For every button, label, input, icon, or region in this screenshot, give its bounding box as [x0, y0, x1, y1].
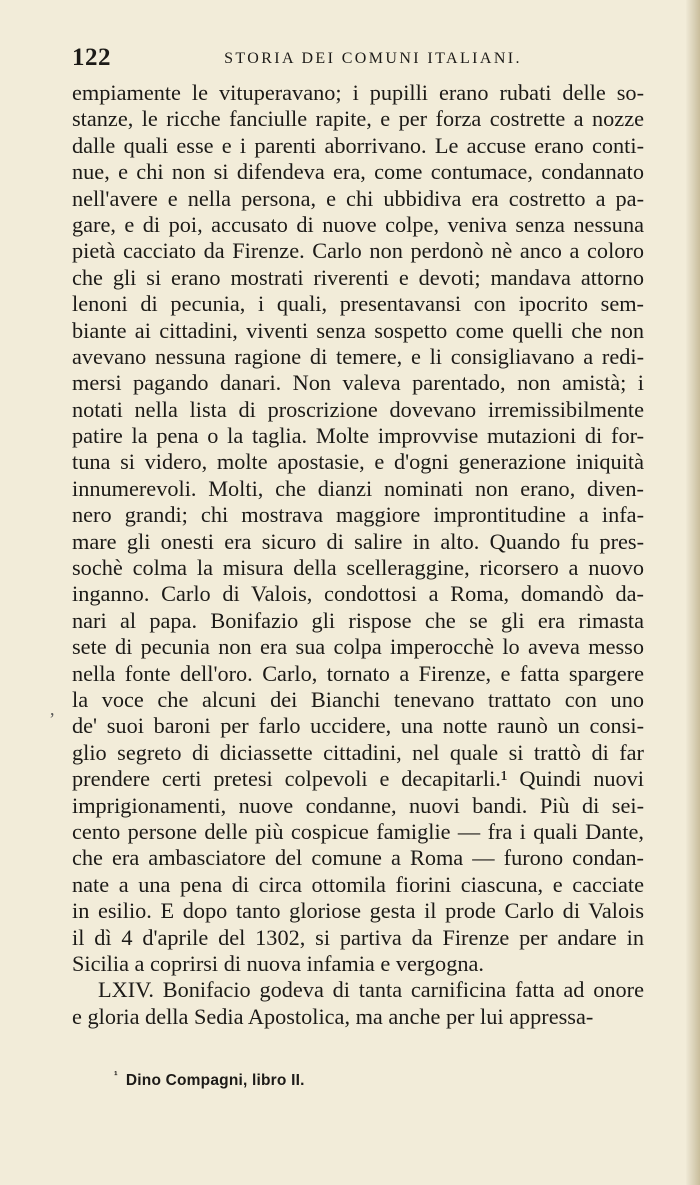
footnote-text: Dino Compagni, libro II.	[125, 1072, 305, 1090]
text-line: empiamente le vituperavano; i pupilli erano rubati delle so-	[72, 80, 644, 105]
text-line: imprigionamenti, nuove condanne, nuovi bandi. Più di sei-	[72, 792, 644, 818]
text-line: LXIV. Bonifacio godeva di tanta carnificina fatta ad onore	[98, 977, 644, 1003]
text-line: pietà cacciato da Firenze. Carlo non perdonò nè anco a coloro	[72, 238, 644, 264]
text-line: mersi pagando danari. Non valeva parentado, non amistà; i	[72, 370, 644, 396]
text-line: gare, e di poi, accusato di nuove colpe, veniva senza nessuna	[72, 211, 644, 237]
text-line: nero grandi; chi mostrava maggiore improntitudine a infa-	[72, 502, 644, 528]
text-line: e gloria della Sedia Apostolica, ma anche per lui appressa-	[72, 1003, 594, 1029]
text-line: Sicilia a coprirsi di nuova infamia e vergogna.	[72, 950, 484, 976]
running-title: STORIA DEI COMUNI ITALIANI.	[224, 50, 522, 67]
text-line: dalle quali esse e i parenti aborrivano. Le accuse erano conti-	[72, 132, 644, 158]
text-line: stanze, le ricche fanciulle rapite, e per forza costrette a nozze	[72, 106, 644, 132]
text-line: innumerevoli. Molti, che dianzi nominati non erano, diven-	[72, 475, 644, 501]
footnote-marker: ¹	[114, 1070, 118, 1082]
text-line: avevano nessuna ragione di temere, e li consigliavano a redi-	[72, 343, 644, 369]
text-line: inganno. Carlo di Valois, condottosi a Roma, domandò da-	[72, 581, 644, 607]
text-line: nella fonte dell'oro. Carlo, tornato a Firenze, e fatta spargere	[72, 660, 644, 686]
text-line: nate a una pena di circa ottomila fiorini ciascuna, e cacciate	[72, 871, 644, 897]
text-line: cento persone delle più cospicue famiglie — fra i quali Dante,	[72, 818, 644, 844]
body-text	[72, 80, 644, 1030]
text-line: de' suoi baroni per farlo uccidere, una notte raunò un consi-	[72, 713, 644, 739]
text-line: in esilio. E dopo tanto gloriose gesta il prode Carlo di Valois	[72, 898, 644, 924]
text-line: prendere certi pretesi colpevoli e decapitarli.¹ Quindi nuovi	[72, 766, 644, 792]
text-line: glio segreto di diciassette cittadini, nel quale si trattò di far	[72, 739, 644, 765]
page-edge	[686, 0, 700, 1185]
text-line: mare gli onesti era sicuro di salire in alto. Quando fu pres-	[72, 528, 644, 554]
page-number: 122	[72, 44, 111, 71]
margin-mark: ,	[50, 699, 55, 719]
text-line: nari al papa. Bonifazio gli rispose che se gli era rimasta	[72, 607, 644, 633]
text-line: lenoni di pecunia, i quali, presentavansi con ipocrito sem-	[72, 291, 644, 317]
text-line: nell'avere e nella persona, e chi ubbidiva era costretto a pa-	[72, 185, 644, 211]
text-line: tuna si videro, molte apostasie, e d'ogni generazione iniquità	[72, 449, 644, 475]
text-line: che gli si erano mostrati riverenti e devoti; mandava attorno	[72, 264, 644, 290]
text-line: la voce che alcuni dei Bianchi tenevano trattato con uno	[72, 686, 644, 712]
text-line: nue, e chi non si difendeva era, come contumace, condannato	[72, 159, 644, 185]
text-line: il dì 4 d'aprile del 1302, si partiva da Firenze per andare in	[72, 924, 644, 950]
text-line: biante ai cittadini, viventi senza sospetto come quelli che non	[72, 317, 644, 343]
text-line: notati nella lista di proscrizione dovevano irremissibilmente	[72, 396, 644, 422]
running-header	[72, 44, 644, 76]
text-line: patire la pena o la taglia. Molte improvvise mutazioni di for-	[72, 423, 644, 449]
text-line: sochè colma la misura della scelleraggine, ricorsero a nuovo	[72, 555, 644, 581]
footnote	[114, 1070, 305, 1090]
text-line: sete di pecunia non era sua colpa imperocchè lo aveva messo	[72, 634, 644, 660]
text-line: che era ambasciatore del comune a Roma — furono condan-	[72, 845, 644, 871]
